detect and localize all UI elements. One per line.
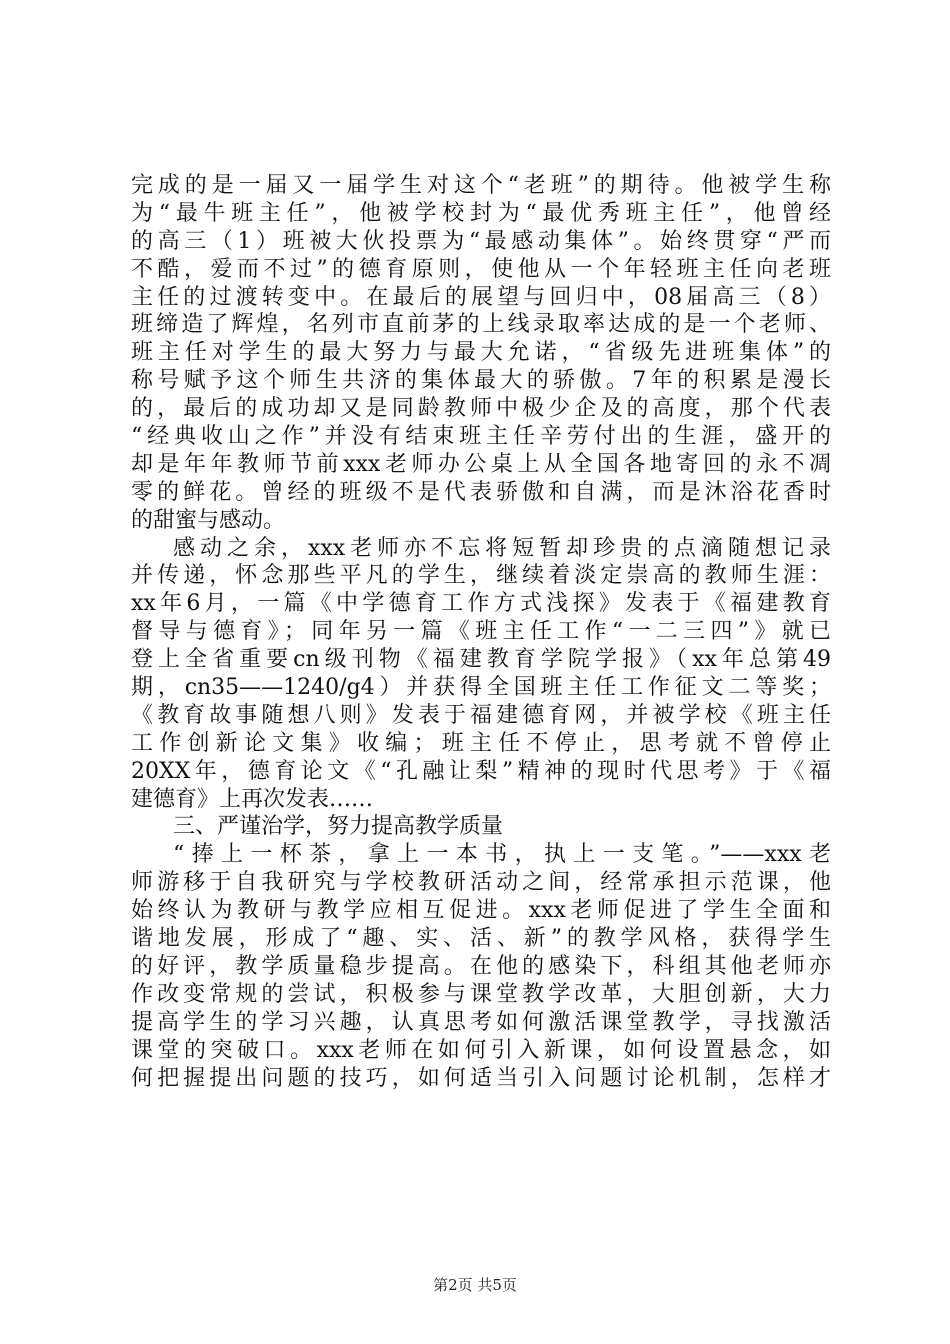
paragraph-first-line: 感动之余，xxx老师亦不忘将短暂却珍贵的点滴随想记录 (173, 535, 831, 561)
text-line: 完成的是一届又一届学生对这个“老班”的期待。他被学生称 (131, 173, 831, 198)
text-line: 提高学生的学习兴趣，认真思考如何激活课堂教学，寻找激活 (131, 1009, 831, 1035)
text-line: 不酷，爱而不过”的德育原则，使他从一个年轻班主任向老班 (131, 256, 831, 282)
text-line: 的好评，教学质量稳步提高。在他的感染下，科组其他老师亦 (131, 953, 831, 979)
text-line: 称号赋予这个师生共济的集体最大的骄傲。7年的积累是漫长 (131, 368, 831, 394)
text-line: 为“最牛班主任”，他被学校封为“最优秀班主任”，他曾经 (131, 200, 831, 226)
text-line: 何把握提出问题的技巧，如何适当引入问题讨论机制，怎样才 (131, 1065, 831, 1091)
text-line: 作改变常规的尝试，积极参与课堂教学改革，大胆创新，大力 (131, 981, 831, 1007)
text-line: 班缔造了辉煌，名列市直前茅的上线录取率达成的是一个老师、 (131, 312, 831, 338)
text-line: 期，cn35——1240/g4）并获得全国班主任工作征文二等奖； (131, 675, 831, 701)
text-line: 班主任对学生的最大努力与最大允诺，“省级先进班集体”的 (131, 340, 831, 366)
text-line: xx年6月，一篇《中学德育工作方式浅探》发表于《福建教育 (131, 591, 831, 617)
text-line: 的高三（1）班被大伙投票为“最感动集体”。始终贯穿“严而 (131, 228, 831, 254)
text-line: 始终认为教研与教学应相互促进。xxx老师促进了学生全面和 (131, 898, 831, 924)
text-line: 20XX年，德育论文《“孔融让梨”精神的现时代思考》于《福 (131, 758, 831, 784)
text-line: 的甜蜜与感动。 (131, 507, 286, 533)
text-line: 却是年年教师节前xxx老师办公桌上从全国各地寄回的永不凋 (131, 451, 831, 477)
text-line: 师游移于自我研究与学校教研活动之间，经常承担示范课，他 (131, 870, 831, 896)
text-line: 谐地发展，形成了“趣、实、活、新”的教学风格，获得学生 (131, 926, 831, 952)
paragraph-first-line: 三、严谨治学，努力提高教学质量 (173, 814, 504, 840)
text-line: 工作创新论文集》收编；班主任不停止，思考就不曾停止 (131, 730, 831, 756)
text-line: 主任的过渡转变中。在最后的展望与回归中，08届高三（8） (131, 284, 831, 310)
page-footer: 第2页 共5页 (433, 1276, 517, 1294)
text-line: 零的鲜花。曾经的班级不是代表骄傲和自满，而是沐浴花香时 (131, 479, 831, 505)
text-line: 督导与德育》；同年另一篇《班主任工作“一二三四”》就已 (131, 619, 831, 645)
text-line: 的，最后的成功却又是同龄教师中极少企及的高度，那个代表 (131, 396, 831, 422)
text-line: 并传递，怀念那些平凡的学生，继续着淡定崇高的教师生涯： (131, 563, 831, 589)
text-line: 《教育故事随想八则》发表于福建德育网，并被学校《班主任 (131, 702, 831, 728)
paragraph-first-line: “捧上一杯茶，拿上一本书，执上一支笔。”——xxx老 (173, 842, 831, 868)
text-line: “经典收山之作”并没有结束班主任辛劳付出的生涯，盛开的 (131, 424, 831, 450)
text-line: 登上全省重要cn级刊物《福建教育学院学报》（xx年总第49 (131, 647, 831, 673)
text-line: 课堂的突破口。xxx老师在如何引入新课，如何设置悬念，如 (131, 1037, 831, 1063)
body-text (131, 172, 831, 1092)
text-line: 建德育》上再次发表…… (131, 786, 374, 812)
